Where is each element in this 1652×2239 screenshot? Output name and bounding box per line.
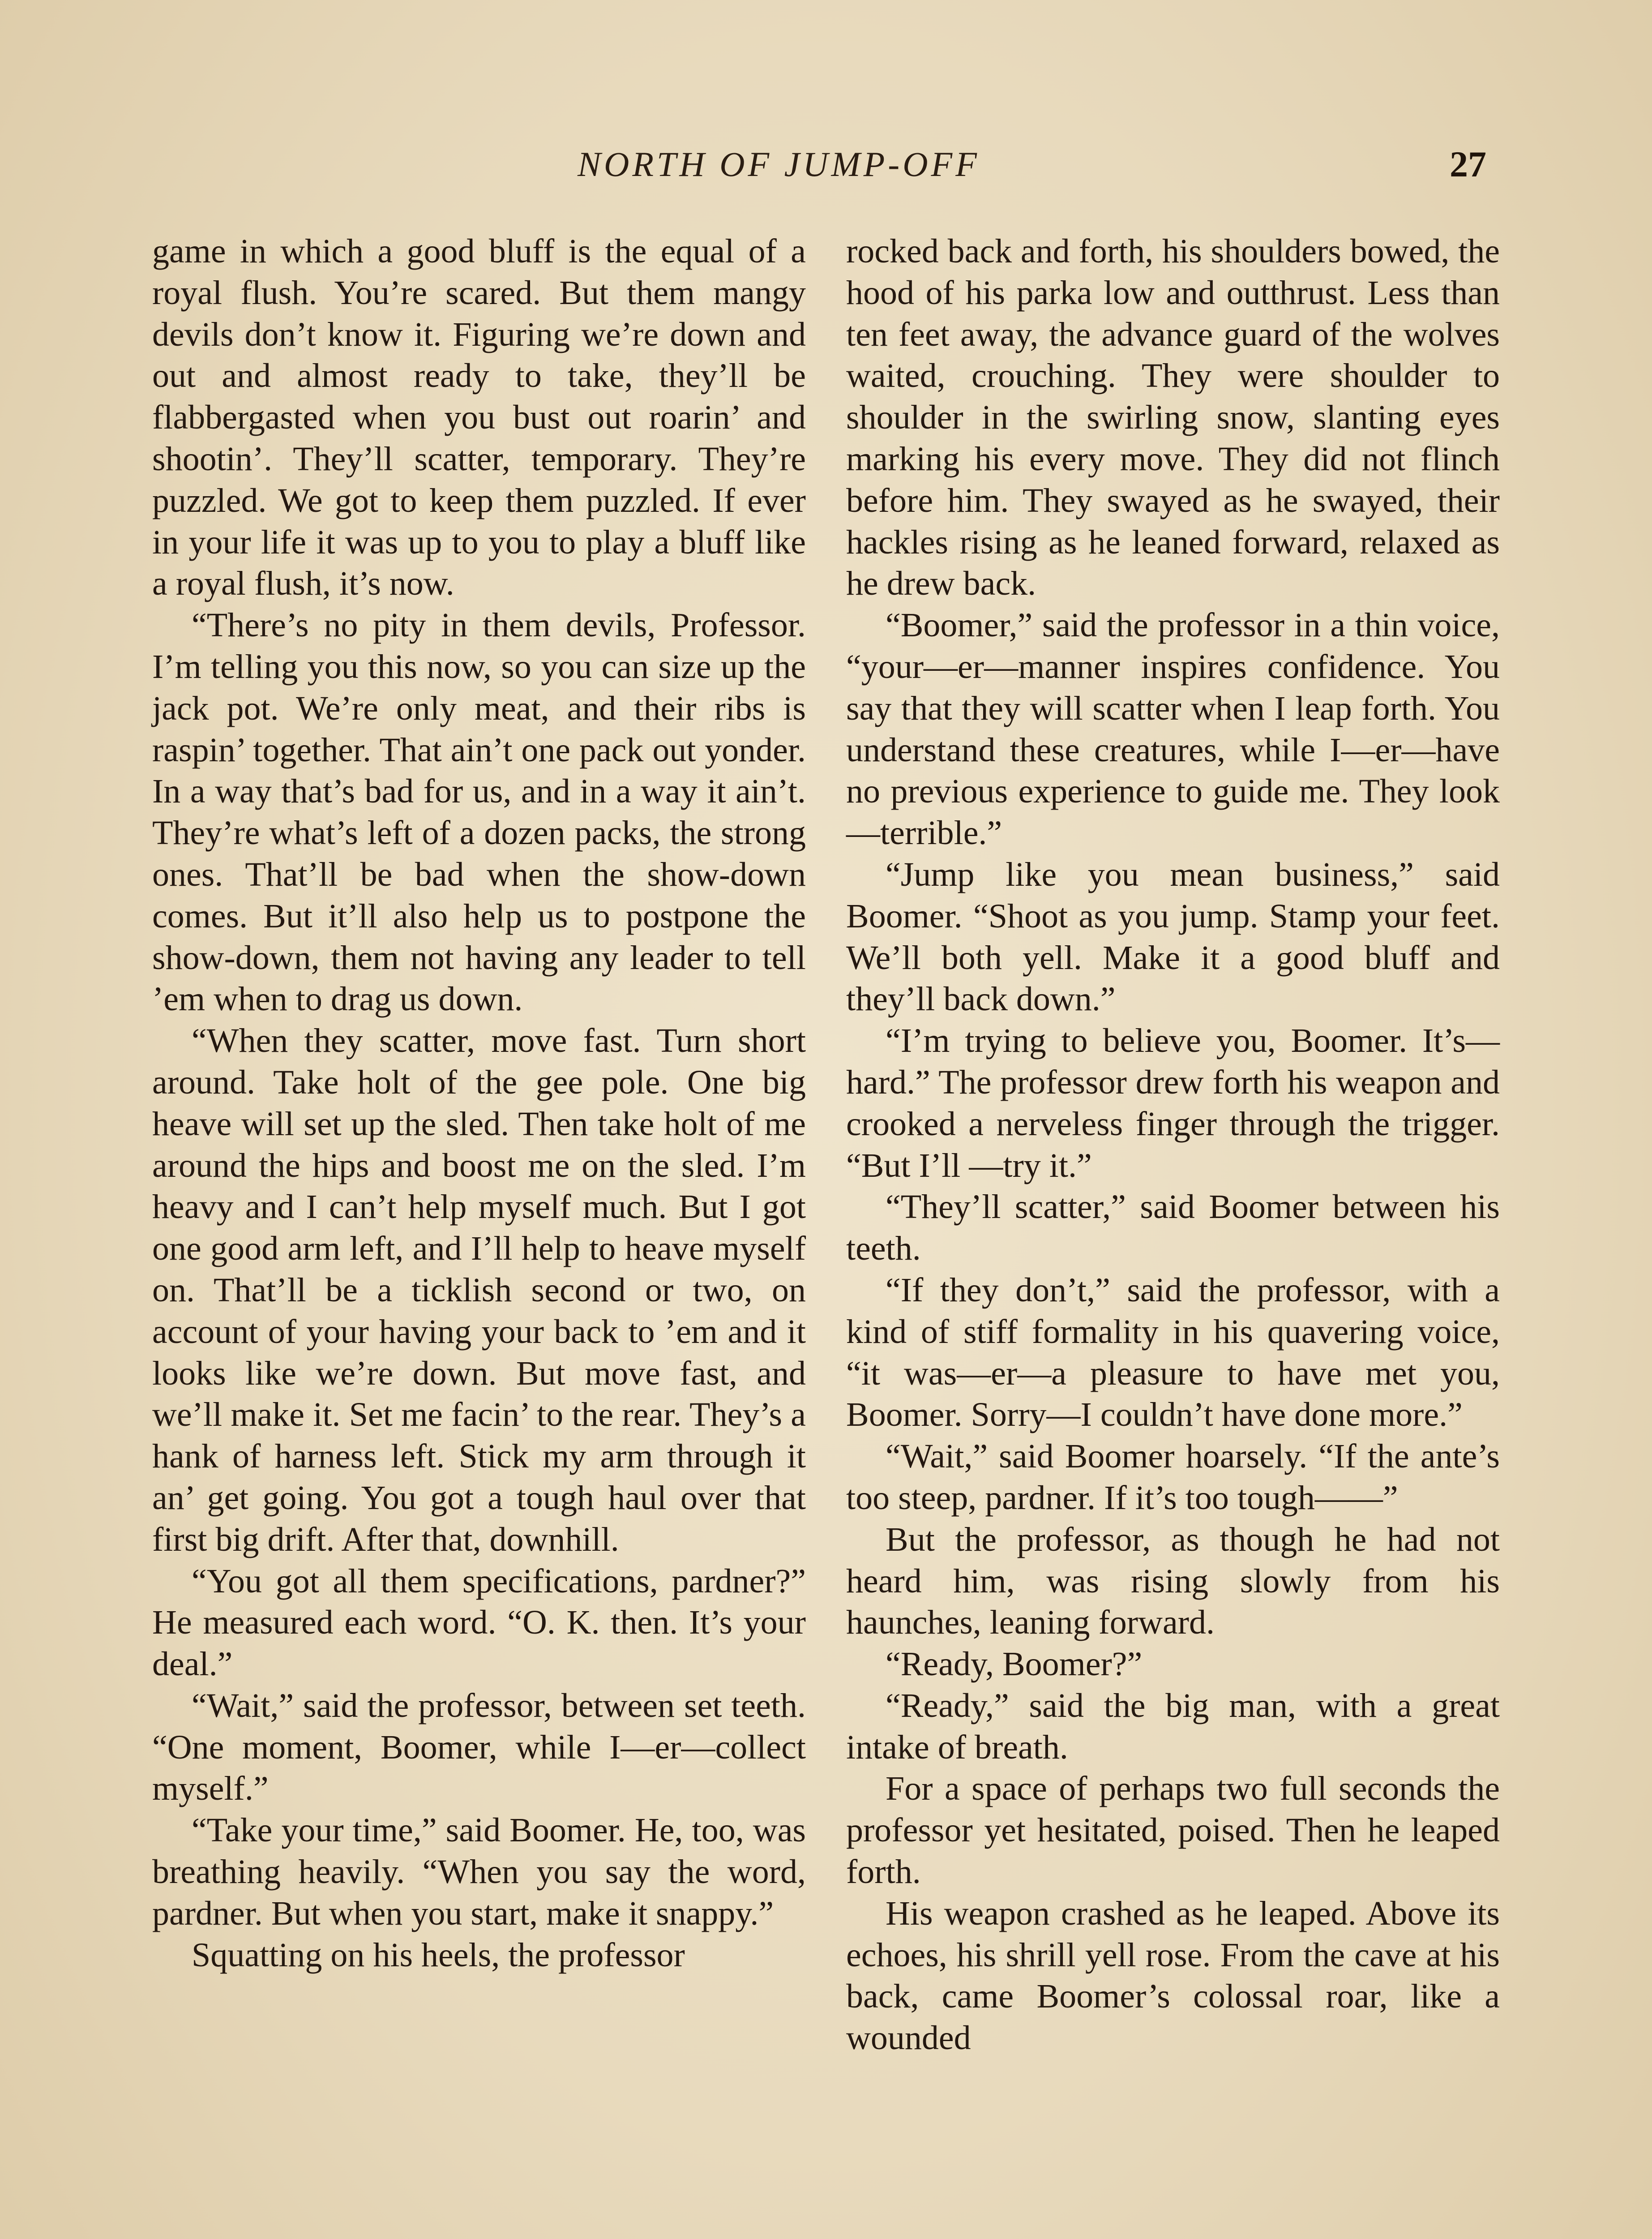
- paragraph: “You got all them specifications, pardner?” He measured each word. “O. K. then. It’s your deal.”: [152, 1562, 806, 1683]
- paragraph: For a space of perhaps two full seconds the professor yet hesitated, poised. Then he leaped forth.: [846, 1770, 1500, 1891]
- left-column: [152, 231, 806, 1976]
- paragraph: “Ready,” said the big man, with a great intake of breath.: [846, 1686, 1500, 1766]
- paragraph: “Wait,” said the professor, between set teeth. “One moment, Boomer, while I—er—collect myself.”: [152, 1686, 806, 1808]
- running-title: NORTH OF JUMP-OFF: [578, 145, 980, 184]
- paragraph: But the professor, as though he had not heard him, was rising slowly from his haunches, leaning forward.: [846, 1520, 1500, 1642]
- paragraph: “I’m trying to believe you, Boomer. It’s—hard.” The professor drew forth his weapon and crooked a nerveless finger through the trigger. “But I’ll —try it.”: [846, 1022, 1500, 1184]
- right-column: [846, 231, 1500, 2059]
- paragraph: “There’s no pity in them devils, Professor. I’m telling you this now, so you can size up the jack pot. We’re only meat, and their ribs is raspin’ together. That ain’t one pack out yonder. In a way that’s bad for us, and in a way it ain’t. They’re what’s left of a dozen packs, the strong ones. That’ll be bad when the show-down comes. But it’ll also help us to postpone the show-down, them not having any leader to tell ’em when to drag us down.: [152, 606, 806, 1018]
- paragraph: “Take your time,” said Boomer. He, too, was breathing heavily. “When you say the word, pardner. But when you start, make it snappy.”: [152, 1811, 806, 1932]
- paragraph: “When they scatter, move fast. Turn short around. Take holt of the gee pole. One big heave will set up the sled. Then take holt of me around the hips and boost me on the sled. I’m heavy and I can’t help myself much. But I got one good arm left, and I’ll help to heave myself on. That’ll be a ticklish second or two, on account of your having your back to ’em and it looks like we’re down. But move fast, and we’ll make it. Set me facin’ to the rear. They’s a hank of harness left. Stick my arm through it an’ get going. You got a tough haul over that first big drift. After that, downhill.: [152, 1022, 806, 1558]
- paragraph: “They’ll scatter,” said Boomer between his teeth.: [846, 1188, 1500, 1268]
- paragraph: game in which a good bluff is the equal of a royal flush. You’re scared. But them mangy devils don’t know it. Figuring we’re down and out and almost ready to take, they’ll be flabbergasted when you bust out roarin’ and shootin’. They’ll scatter, temporary. They’re puzzled. We got to keep them puzzled. If ever in your life it was up to you to play a bluff like a royal flush, it’s now.: [152, 232, 806, 603]
- page-number: 27: [1450, 144, 1486, 184]
- paragraph: “Ready, Boomer?”: [886, 1645, 1143, 1683]
- paragraph: “If they don’t,” said the professor, with a kind of stiff formality in his quavering voice, “it was—er—a pleasure to have met you, Boomer. Sorry—I couldn’t have done more.”: [846, 1271, 1500, 1434]
- paragraph: “Jump like you mean business,” said Boomer. “Shoot as you jump. Stamp your feet. We’ll both yell. Make it a good bluff and they’ll back down.”: [846, 855, 1500, 1018]
- paragraph: Squatting on his heels, the professor: [192, 1936, 685, 1974]
- paragraph: rocked back and forth, his shoulders bowed, the hood of his parka low and outthrust. Less than ten feet away, the advance guard of the wolves waited, crouching. They were shoulder to shoulder in the swirling snow, slanting eyes marking his every move. They did not flinch before him. They swayed as he swayed, their hackles rising as he leaned forward, relaxed as he drew back.: [846, 232, 1500, 603]
- paragraph: His weapon crashed as he leaped. Above its echoes, his shrill yell rose. From the cave at his back, came Boomer’s colossal roar, like a wounded: [846, 1894, 1500, 2057]
- paragraph: “Wait,” said Boomer hoarsely. “If the ante’s too steep, pardner. If it’s too tough——”: [846, 1437, 1500, 1517]
- paragraph: “Boomer,” said the professor in a thin voice, “your—er—manner inspires confidence. You say that they will scatter when I leap forth. You understand these creatures, while I—er—have no previous experience to guide me. They look—terrible.”: [846, 606, 1500, 852]
